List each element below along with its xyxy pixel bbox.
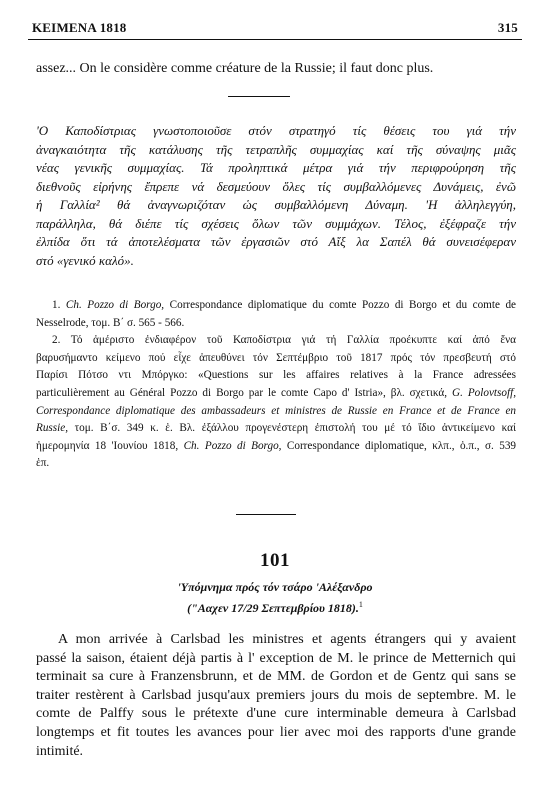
footnote-2-line (36, 420, 516, 438)
text-line: terminait sa cure à Franzensbrunn, et de MM. de Gordon et de Gentz qui sans se (36, 669, 516, 685)
footnote-author: Ch. Pozzo di Borgo, (65, 299, 165, 311)
document-heading-line (0, 596, 550, 617)
page-number: 315 (497, 20, 518, 35)
footnote-2-line: βαρυσήμαντο κείμενο πού εἶχε ἀπευθύνει τόν Σεπτέμβριο τοῦ 1817 πρός τόν πρεσβευτή στό (36, 351, 516, 364)
footnote-2-line (36, 385, 516, 403)
running-header (32, 20, 518, 40)
text-line: intimité. (36, 743, 84, 759)
footnotes (36, 297, 516, 473)
footnote-2-line (36, 438, 516, 456)
footnote-text: ἡμερομηνία 18 'Ιουνίου 1818, (36, 439, 179, 452)
document-date: ("Ααχεν 17/29 Σεπτεμβρίου 1818). (187, 601, 359, 615)
greek-commentary-paragraph (36, 122, 516, 270)
footnote-title: Russie, (36, 422, 69, 435)
text-line: παράλληλα, θά διέπε τίς σχέσεις ὅλων τῶν συμμάχων. Τέλος, ἐξέφραζε τήν (36, 215, 516, 231)
section-separator (236, 514, 296, 515)
footnote-text: particulièrement au Général Pozzo di Borgo par le comte Capo d' Istria», βλ. σχετικά, (36, 386, 448, 399)
footnote-number: 1. (52, 299, 61, 311)
footnote-1-line (36, 297, 516, 315)
text-line: A mon arrivée à Carlsbad les ministres et agents étrangers qui y avaient (58, 632, 516, 647)
text-line: comte de Palffy sous le prétexte d'une cure interminable demeura à Carlsbad (36, 706, 516, 722)
text-line: ἡ Γαλλία² θά ἀναγνωριζόταν ὡς συμβαλλόμενη Δύναμη. 'Η ἀλληλεγγύη, (36, 197, 516, 212)
document-body-paragraph (36, 631, 516, 761)
text-line: longtemps et fit toutes les avances pour lier avec moi des rapports d'une grande (36, 724, 516, 740)
footnote-text: Correspondance diplomatique, κλπ., ὁ.π., σ. 539 (286, 439, 517, 452)
footnote-2-line: Παρίσι Πότσο ντι Μπόργκο: «Questions sur les affaires relatives à la France adressées (36, 369, 516, 382)
text-line: διεθνοῦς εἰρήνης ἔπρεπε νά δεσμεύουν ὅλες τίς συμβαλλόμενες Δυνάμεις, ἐνῶ (36, 178, 516, 194)
footnote-2-line: 2. Τό ἀμέριστο ἐνδιαφέρον τοῦ Καποδίστρια γιά τή Γαλλία προέκυπτε καί ἀπό ἕνα (52, 334, 516, 347)
footnote-marker: 1 (358, 600, 363, 609)
text-line: νέας γενικῆς συμμαχίας. Τά προληπτικά μέτρα γιά τήν περιφρούρηση τῆς (36, 160, 516, 175)
footnote-2-line: Correspondance diplomatique des ambassadeurs et ministres de Russie en France et de France en (36, 404, 516, 417)
header-rule (28, 39, 522, 40)
footnote-author: Ch. Pozzo di Borgo, (183, 439, 282, 452)
text-line: στό «γενικό καλό». (36, 252, 134, 268)
text-line: ἐλπίδα ὅτι τά ἀποτελέσματα τῶν ἐργασιῶν στό Αἴξ λα Σαπέλ θά συνεισέφεραν (36, 234, 516, 249)
section-separator (228, 96, 290, 97)
footnote-1-line: Nesselrode, τομ. Β΄ σ. 565 - 566. (36, 316, 185, 329)
continued-paragraph: assez... On le considère comme créature de la Russie; il faut donc plus. (36, 61, 434, 76)
document-number: 101 (260, 550, 290, 571)
text-line: traiter restèrent à Carlsbad jusqu'aux premiers jours du mois de septembre. M. le (36, 687, 516, 703)
text-line: passé la saison, étaient déjà partis à l' exception de M. le prince de Metternich qui (36, 650, 516, 666)
text-line: ἀναγκαιότητα τῆς κατάλυσης τῆς τετραπλῆς συμμαχίας καί τῆς σύναψης μιᾶς (36, 141, 516, 157)
running-title: ΚΕΙΜΕΝΑ 1818 (32, 20, 127, 35)
document-heading (0, 579, 550, 617)
footnote-text: Correspondance diplomatique du comte Pozzo di Borgo et du comte de (169, 299, 517, 311)
text-line: 'Ο Καποδίστριας γνωστοποιοῦσε στόν στρατηγό τίς θέσεις του γιά τήν (36, 123, 516, 138)
footnote-text: τομ. Β΄σ. 349 κ. ἑ. Βλ. ἐξάλλου προγενέστερη ἐπιστολή του μέ τό ἴδιο ἀντικείμενο καί (74, 422, 517, 435)
document-heading-line: 'Υπόμνημα πρός τόν τσάρο 'Αλέξανδρο (177, 580, 373, 594)
footnote-2-line: ἑπ. (36, 457, 50, 470)
footnote-author: G. Polovtsoff, (452, 386, 516, 399)
